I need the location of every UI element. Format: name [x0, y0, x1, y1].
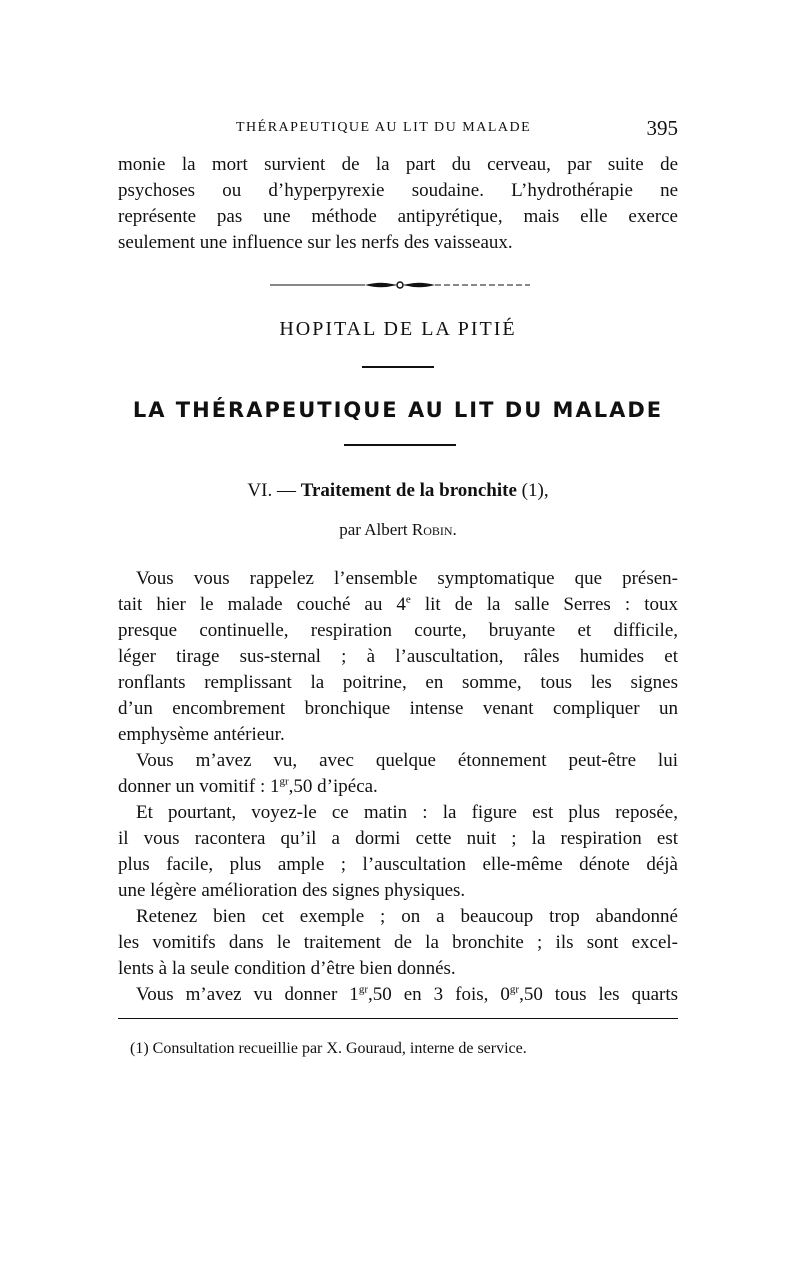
text-line: lents à la seule condition d’être bien donnés.: [118, 958, 456, 979]
text-line: presque continuelle, respiration courte, bruyante et difficile,: [118, 620, 678, 641]
body-paragraph: [118, 904, 678, 982]
chapter-heading: [118, 480, 678, 502]
author-name: Robin.: [411, 520, 457, 539]
text-line: Vous vous rappelez l’ensemble symptomatique que présen-: [136, 568, 678, 589]
intro-paragraph: [118, 152, 678, 256]
text-line: seulement une influence sur les nerfs des vaisseaux.: [118, 232, 513, 253]
running-head: [118, 116, 678, 140]
heading-rule: [362, 366, 434, 368]
text-line: une légère amélioration des signes physiques.: [118, 880, 466, 901]
chapter-title: Traitement de la bronchite: [300, 480, 517, 501]
text-line: psychoses ou d’hyperpyrexie soudaine. L’hydrothérapie ne: [118, 180, 678, 201]
body-paragraph: [118, 566, 678, 748]
text-line: donner un vomitif : $1^{gr},50$ d’ipéca.: [118, 775, 378, 797]
text-line: emphysème antérieur.: [118, 724, 285, 745]
hospital-heading: HOPITAL DE LA PITIÉ: [279, 318, 517, 340]
text-line: il vous racontera qu’il a dormi cette nuit ; la respiration est: [118, 828, 678, 849]
chapter-note-ref: (1),: [516, 480, 549, 501]
text-line: les vomitifs dans le traitement de la bronchite ; ils sont excel-: [118, 932, 678, 953]
chapter-number: VI. —: [247, 480, 301, 501]
author-byline: [118, 520, 678, 540]
byline-prefix: par Albert: [339, 520, 412, 539]
text-line: ronflants remplissant la poitrine, en somme, tous les signes: [118, 672, 678, 693]
footnote-separator: [118, 1018, 678, 1019]
title-rule: [344, 444, 456, 446]
article-title: LA THÉRAPEUTIQUE AU LIT DU MALADE: [132, 398, 664, 422]
text-line: représente pas une méthode antipyrétique, mais elle exerce: [118, 206, 678, 227]
text-line: monie la mort survient de la part du cerveau, par suite de: [118, 154, 678, 175]
page-number: 395: [646, 116, 678, 140]
body-paragraph: [118, 748, 678, 800]
text-line: Vous m’avez vu donner $1^{gr},50$ en 3 fois, $0^{gr},50$ tous les quarts: [136, 983, 678, 1005]
text-line: léger tirage sus-sternal ; à l’auscultation, râles humides et: [118, 646, 678, 667]
body-paragraph: [118, 800, 678, 904]
body-paragraph: [118, 982, 678, 1008]
text-line: Vous m’avez vu, avec quelque étonnement peut-être lui: [136, 750, 678, 771]
text-line: d’un encombrement bronchique intense venant compliquer un: [118, 698, 678, 719]
text-line: Et pourtant, voyez-le ce matin : la figure est plus reposée,: [136, 802, 678, 823]
running-title: THÉRAPEUTIQUE AU LIT DU MALADE: [236, 120, 532, 135]
text-line: Retenez bien cet exemple ; on a beaucoup trop abandonné: [136, 906, 678, 927]
section-ornament: [270, 278, 530, 292]
text-line: plus facile, plus ample ; l’auscultation elle-même dénote déjà: [118, 854, 678, 875]
footnote: (1) Consultation recueillie par X. Gouraud, interne de service.: [130, 1040, 527, 1057]
text-line: tait hier le malade couché au 4e lit de la salle Serres : toux: [118, 593, 678, 615]
